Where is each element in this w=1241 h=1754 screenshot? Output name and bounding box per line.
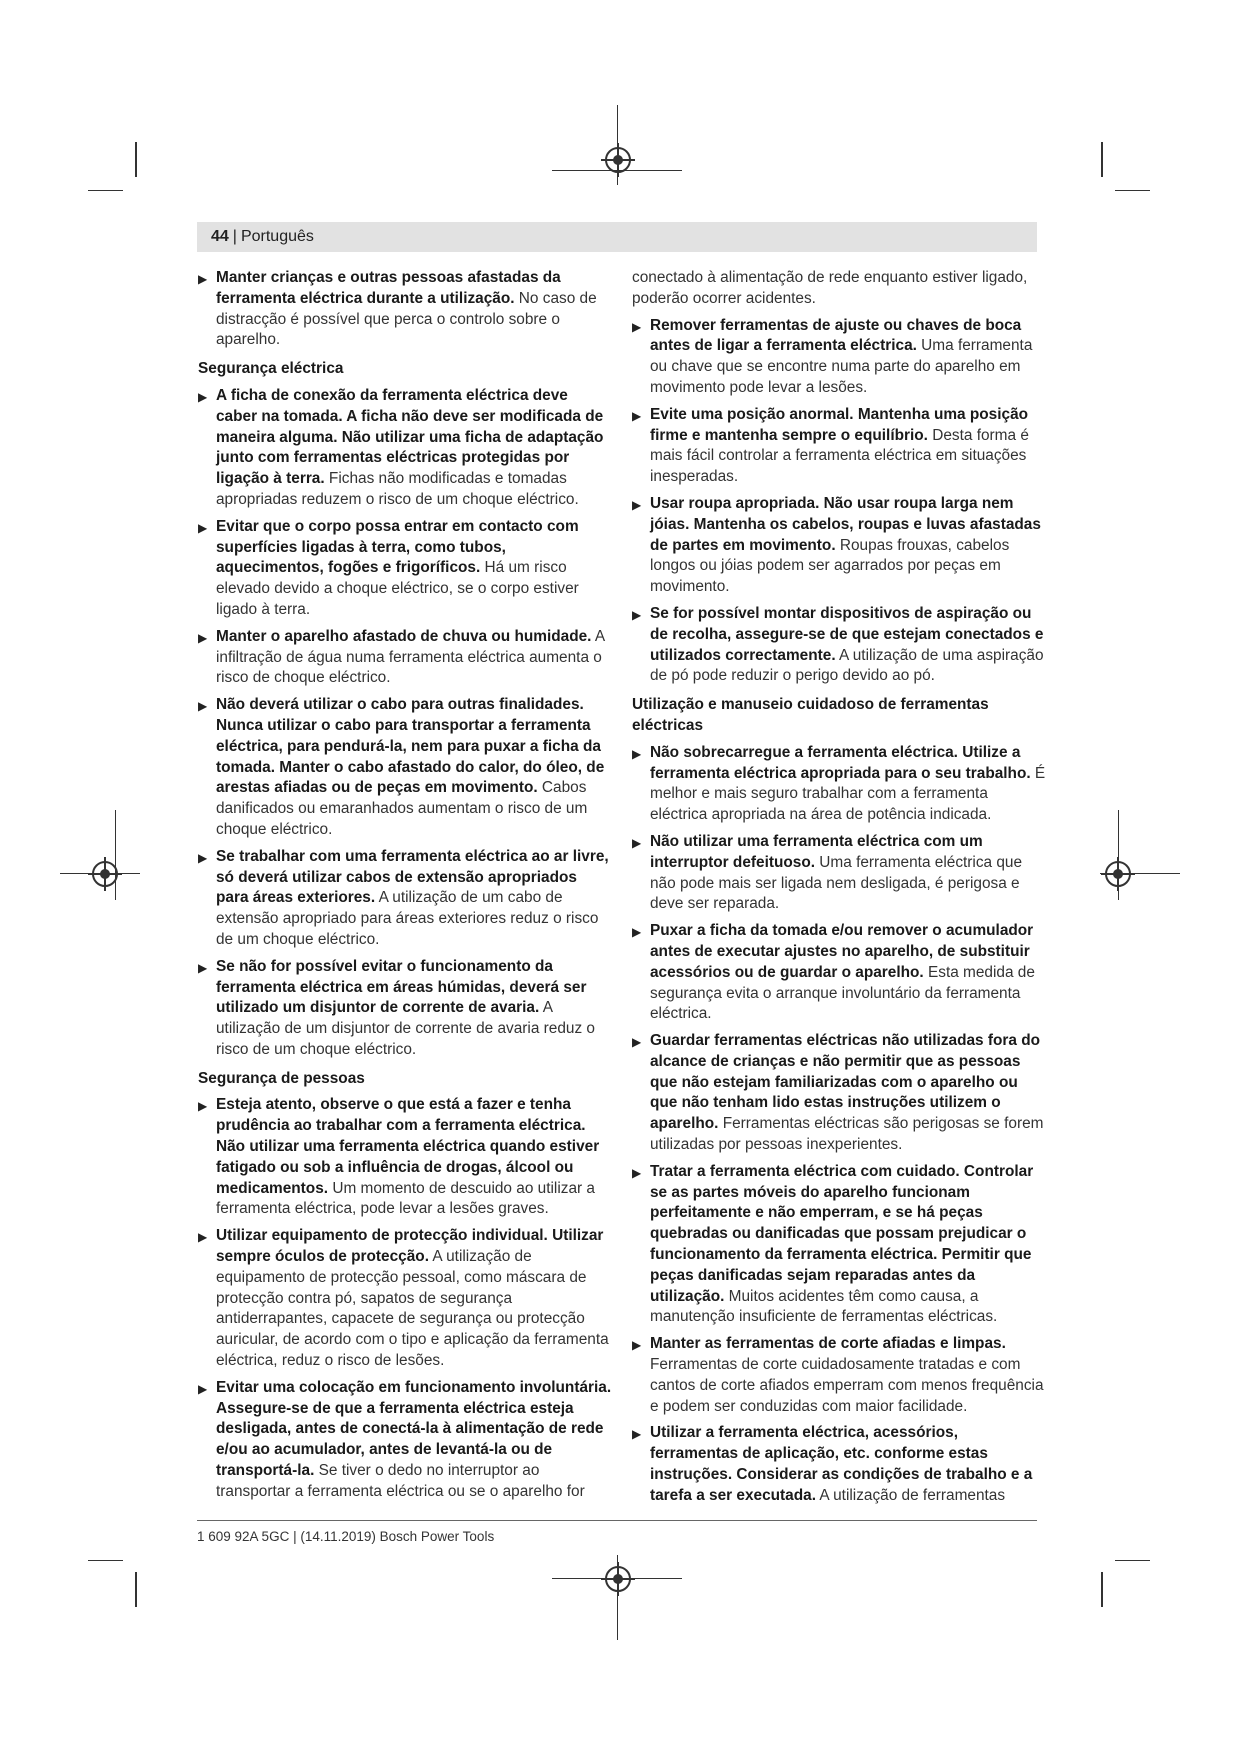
instruction-text: A utilização de equipamento de protecção pessoal, como máscara de protecção contra pó, sapatos de segurança antiderrapantes, capacete de segurança ou protecção auricular, de acordo com o tipo e aplicação da ferramenta eléctrica, reduz o risco de lesões. [216,1248,609,1370]
crop-mark [88,1560,123,1561]
crop-mark [1115,1560,1150,1561]
continued-paragraph: conectado à alimentação de rede enquanto estiver ligado, poderão ocorrer acidentes. [632,269,1028,307]
safety-instruction [632,832,1046,915]
instruction-bold: Evite uma posição anormal. Mantenha uma posição firme e mantenha sempre o equilíbrio. [650,405,1029,444]
section-heading: Utilização e manuseio cuidadoso de ferramentas eléctricas [632,696,989,734]
safety-instruction [632,405,1046,488]
safety-instruction [198,695,612,841]
instruction-text: A utilização de ferramentas [815,1486,1006,1504]
instruction-text: A utilização de um disjuntor de corrente de avaria reduz o risco de um choque eléctrico. [216,999,595,1058]
instruction-text: Um momento de descuido ao utilizar a ferramenta eléctrica, pode levar a lesões graves. [216,1179,595,1218]
instruction-bold: Utilizar a ferramenta eléctrica, acessórios, ferramentas de aplicação, etc. conforme estas instruções. Considerar as condições de trabalho e a tarefa a ser executada. [650,1424,1033,1504]
safety-instruction [632,604,1046,687]
safety-instruction [198,386,612,511]
bullet-arrow-icon: ▶ [632,607,642,622]
instruction-text: Roupas frouxas, cabelos longos ou jóias podem ser agarrados por peças em movimento. [650,536,1010,596]
bullet-arrow-icon: ▶ [198,630,208,645]
page-header [197,222,1037,252]
instruction-text: Fichas não modificadas e tomadas apropriadas reduzem o risco de um choque eléctrico. [216,470,579,508]
bullet-arrow-icon: ▶ [632,319,642,334]
instruction-bold: Utilizar equipamento de protecção individual. Utilizar sempre óculos de protecção. [216,1227,604,1266]
instruction-bold: Se trabalhar com uma ferramenta eléctrica ao ar livre, só deverá utilizar cabos de extensão apropriados para áreas exteriores. [216,847,609,907]
instruction-bold: Não utilizar uma ferramenta eléctrica com um interruptor defeituoso. [650,832,983,871]
crop-mark [135,142,137,177]
instruction-text: A infiltração de água numa ferramenta eléctrica aumenta o risco de choque eléctrico. [216,627,605,687]
bullet-arrow-icon: ▶ [198,1381,208,1396]
instruction-text: Se tiver o dedo no interruptor ao transportar a ferramenta eléctrica ou se o aparelho for [216,1462,585,1500]
instruction-bold: Manter crianças e outras pessoas afastadas da ferramenta eléctrica durante a utilização. [216,269,561,307]
bullet-arrow-icon: ▶ [198,960,208,975]
page-footer: 1 609 92A 5GC | (14.11.2019) Bosch Power Tools [197,1529,495,1544]
safety-instruction [632,494,1046,598]
instruction-bold: Tratar a ferramenta eléctrica com cuidado. Controlar se as partes móveis do aparelho funcionam perfeitamente e não emperram, e se há peças quebradas ou danificadas que possam prejudicar o funcionamento da ferramenta eléctrica. Permitir que peças danificadas sejam reparadas antes da utilização. [650,1162,1034,1305]
instruction-text: Ferramentas de corte cuidadosamente tratadas e com cantos de corte afiados emperram com menos frequência e podem ser conduzidas com maior facilidade. [650,1356,1044,1415]
instruction-bold: Não sobrecarregue a ferramenta eléctrica. Utilize a ferramenta eléctrica apropriada para o seu trabalho. [650,743,1031,782]
safety-instruction [198,1095,612,1220]
instruction-text: Muitos acidentes têm como causa, a manutenção insuficiente de ferramentas eléctricas. [650,1287,998,1326]
instruction-bold: Não deverá utilizar o cabo para outras finalidades. Nunca utilizar o cabo para transportar a ferramenta eléctrica, para pendurá-la, nem para puxar a ficha da tomada. Manter o cabo afastado do calor, do óleo, de arestas afiadas ou de peças em movimento. [216,696,605,797]
bullet-arrow-icon: ▶ [198,1099,208,1114]
safety-instruction [632,921,1046,1025]
page-number: 44 [211,228,229,245]
instruction-text: A utilização de um cabo de extensão apropriado para áreas exteriores reduz o risco de um choque eléctrico. [216,889,599,948]
bullet-arrow-icon: ▶ [632,1165,642,1180]
crop-mark [1115,190,1150,191]
safety-instruction [198,1378,612,1503]
instruction-text: Esta medida de segurança evita o arranque involuntário da ferramenta eléctrica. [650,963,1035,1023]
safety-instruction [198,627,612,689]
registration-target-icon [1105,861,1131,887]
instruction-bold: Esteja atento, observe o que está a fazer e tenha prudência ao trabalhar com a ferramenta eléctrica. Não utilizar uma ferramenta eléctrica quando estiver fatigado ou sob a influência de drogas, álcool ou medicamentos. [216,1096,600,1197]
instruction-text: Ferramentas eléctricas são perigosas se forem utilizadas por pessoas inexperientes. [650,1115,1044,1154]
registration-target-icon [605,147,631,173]
instruction-bold: Puxar a ficha da tomada e/ou remover o acumulador antes de executar ajustes no aparelho, de substituir acessórios ou de guardar o aparelho. [650,922,1034,981]
safety-instruction [632,1334,1046,1417]
bullet-arrow-icon: ▶ [632,1427,642,1442]
instruction-bold: Se não for possível evitar o funcionamento da ferramenta eléctrica em áreas húmidas, deverá ser utilizado um disjuntor de corrente de avaria. [216,957,587,1017]
bullet-arrow-icon: ▶ [632,835,642,850]
instruction-text: Desta forma é mais fácil controlar a ferramenta eléctrica em situações inesperadas. [650,426,1029,486]
instruction-text: Uma ferramenta ou chave que se encontre numa parte do aparelho em movimento pode levar a lesões. [650,337,1033,396]
safety-instruction [632,316,1046,399]
safety-instruction [632,1031,1046,1156]
crop-mark [1101,1572,1103,1607]
instruction-bold: Se for possível montar dispositivos de aspiração ou de recolha, assegure-se de que estejam conectados e utilizados correctamente. [650,604,1044,664]
registration-target-icon [92,861,118,887]
safety-instruction [198,1226,612,1372]
safety-instruction [198,847,612,951]
safety-instruction [632,1423,1046,1506]
crop-mark [88,190,123,191]
bullet-arrow-icon: ▶ [198,520,208,535]
safety-instruction [198,957,612,1061]
bullet-arrow-icon: ▶ [632,497,642,512]
instruction-bold: A ficha de conexão da ferramenta eléctrica deve caber na tomada. A ficha não deve ser modificada de maneira alguma. Não utilizar uma ficha de adaptação junto com ferramentas eléctricas protegidas por ligação à terra. [216,386,604,488]
section-heading: Segurança de pessoas [198,1069,365,1087]
crop-mark [1101,142,1103,177]
instruction-text: Cabos danificados ou emaranhados aumentam o risco de um choque eléctrico. [216,779,588,838]
bullet-arrow-icon: ▶ [632,925,642,940]
instruction-text: No caso de distracção é possível que perca o controlo sobre o aparelho. [216,289,597,349]
section-heading: Segurança eléctrica [198,360,344,378]
registration-target-icon [605,1566,631,1592]
instruction-bold: Guardar ferramentas eléctricas não utilizadas fora do alcance de crianças e não permitir que as pessoas que não estejam familiarizadas com o aparelho ou que não tenham lido estas instruções utilizem o aparelho. [650,1032,1041,1133]
instruction-text: Há um risco elevado devido a choque eléctrico, se o corpo estiver ligado à terra. [216,559,579,618]
crop-mark [135,1572,137,1607]
bullet-arrow-icon: ▶ [198,1230,208,1245]
bullet-arrow-icon: ▶ [632,1035,642,1050]
instruction-bold: Manter o aparelho afastado de chuva ou humidade. [216,627,592,645]
right-column [632,268,1046,1513]
registration-line [115,810,116,900]
safety-instruction [198,268,612,351]
instruction-bold: Usar roupa apropriada. Não usar roupa larga nem jóias. Mantenha os cabelos, roupas e luvas afastadas de partes em movimento. [650,494,1041,554]
instruction-bold: Evitar uma colocação em funcionamento involuntária. Assegure-se de que a ferramenta eléctrica esteja desligada, antes de conectá-la à alimentação de rede e/ou ao acumulador, antes de levantá-la ou de transportá-la. [216,1378,612,1480]
instruction-bold: Manter as ferramentas de corte afiadas e limpas. [650,1335,1006,1353]
safety-instruction [632,743,1046,826]
safety-instruction [632,1162,1046,1328]
bullet-arrow-icon: ▶ [632,408,642,423]
left-column [198,268,612,1509]
bullet-arrow-icon: ▶ [632,746,642,761]
instruction-text: Uma ferramenta eléctrica que não pode mais ser ligada nem desligada, é perigosa e deve ser reparada. [650,853,1023,913]
instruction-text: A utilização de uma aspiração de pó pode reduzir o perigo devido ao pó. [650,646,1044,685]
bullet-arrow-icon: ▶ [632,1338,642,1353]
safety-instruction [198,517,612,621]
instruction-text: É melhor e mais seguro trabalhar com a ferramenta eléctrica apropriada na área de potência indicada. [650,764,1046,824]
bullet-arrow-icon: ▶ [198,272,208,286]
header-separator: | [232,228,237,245]
header-language: Português [240,228,314,245]
instruction-bold: Remover ferramentas de ajuste ou chaves de boca antes de ligar a ferramenta eléctrica. [650,316,1022,355]
bullet-arrow-icon: ▶ [198,850,208,865]
footer-rule [197,1520,1037,1521]
bullet-arrow-icon: ▶ [198,699,208,714]
bullet-arrow-icon: ▶ [198,389,208,404]
instruction-bold: Evitar que o corpo possa entrar em contacto com superfícies ligadas à terra, como tubos, aquecimentos, fogões e frigoríficos. [216,517,579,577]
